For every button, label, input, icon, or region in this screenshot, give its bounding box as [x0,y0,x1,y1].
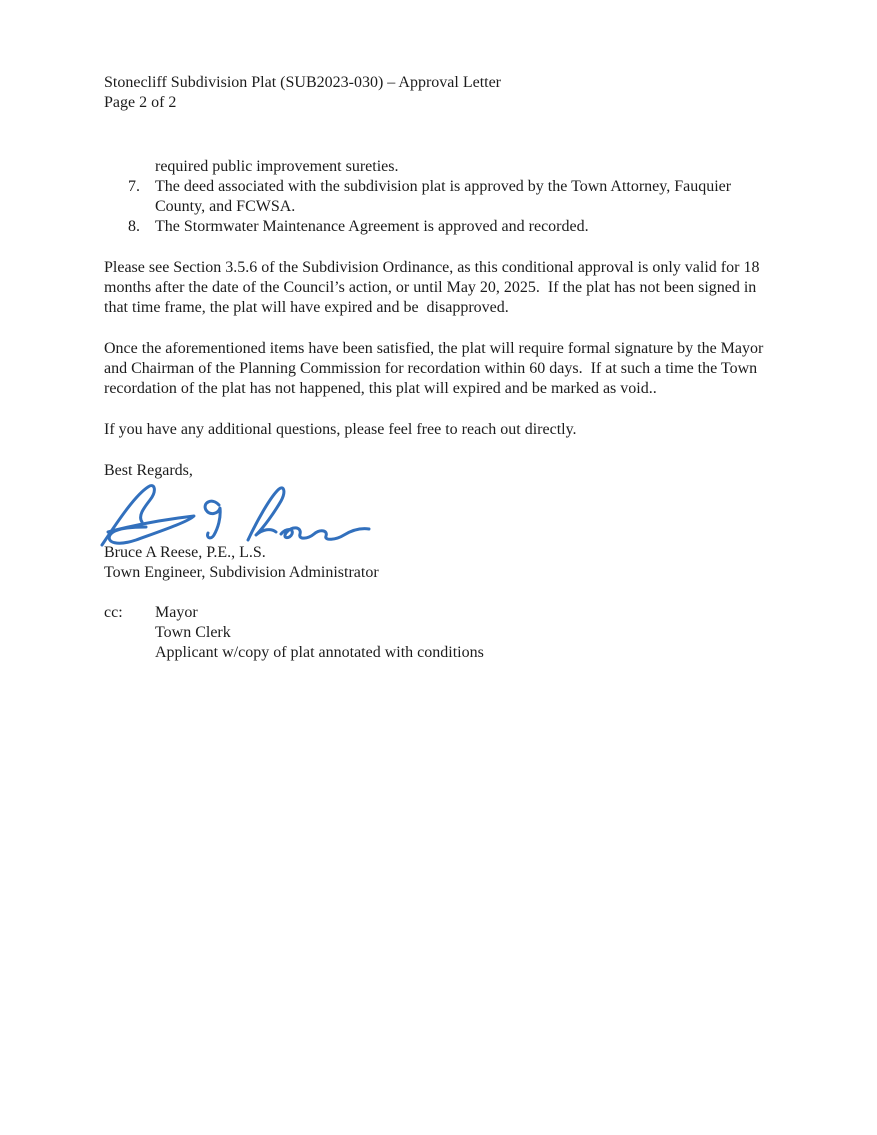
condition-continuation-text: required public improvement sureties. [155,158,399,175]
paragraph-recordation: Once the aforementioned items have been satisfied, the plat will require formal signature by the Mayor and Chairman of the Planning Commission for recordation within 60 days. If at such a time the Town recordation of the plat has not happened, this plat will expired and be marked as void.. [104,340,768,397]
cc-recipient: Mayor [155,604,198,621]
conditions-list [104,157,780,237]
list-item-number: 7. [128,178,140,195]
paragraph-validity-period: Please see Section 3.5.6 of the Subdivision Ordinance, as this conditional approval is only valid for 18 months after the date of the Council’s action, or until May 20, 2025. If the plat has not been signed in that time frame, the plat will have expired and be disapproved. [104,259,764,316]
closing-salutation: Best Regards, [104,462,193,479]
list-item-text: The deed associated with the subdivision plat is approved by the Town Attorney, Fauquier County, and FCWSA. [155,178,736,215]
letter-header [104,73,780,113]
cc-recipient-list [155,603,780,663]
letter-title: Stonecliff Subdivision Plat (SUB2023-030) – Approval Letter [104,74,502,91]
list-item-7 [104,177,780,217]
signature-ink [102,486,369,545]
list-item-text: The Stormwater Maintenance Agreement is approved and recorded. [155,218,589,235]
list-item-number: 8. [128,218,140,235]
page-number: Page 2 of 2 [104,94,177,111]
letter-content [104,73,780,663]
cc-recipient: Applicant w/copy of plat annotated with conditions [155,644,484,661]
cc-block [104,603,780,663]
cc-label: cc: [104,604,123,621]
paragraph-questions: If you have any additional questions, please feel free to reach out directly. [104,421,577,438]
signer-name: Bruce A Reese, P.E., L.S. [104,544,266,561]
cc-recipient: Town Clerk [155,624,231,641]
list-item-8 [104,217,780,237]
signer-title: Town Engineer, Subdivision Administrator [104,564,379,581]
